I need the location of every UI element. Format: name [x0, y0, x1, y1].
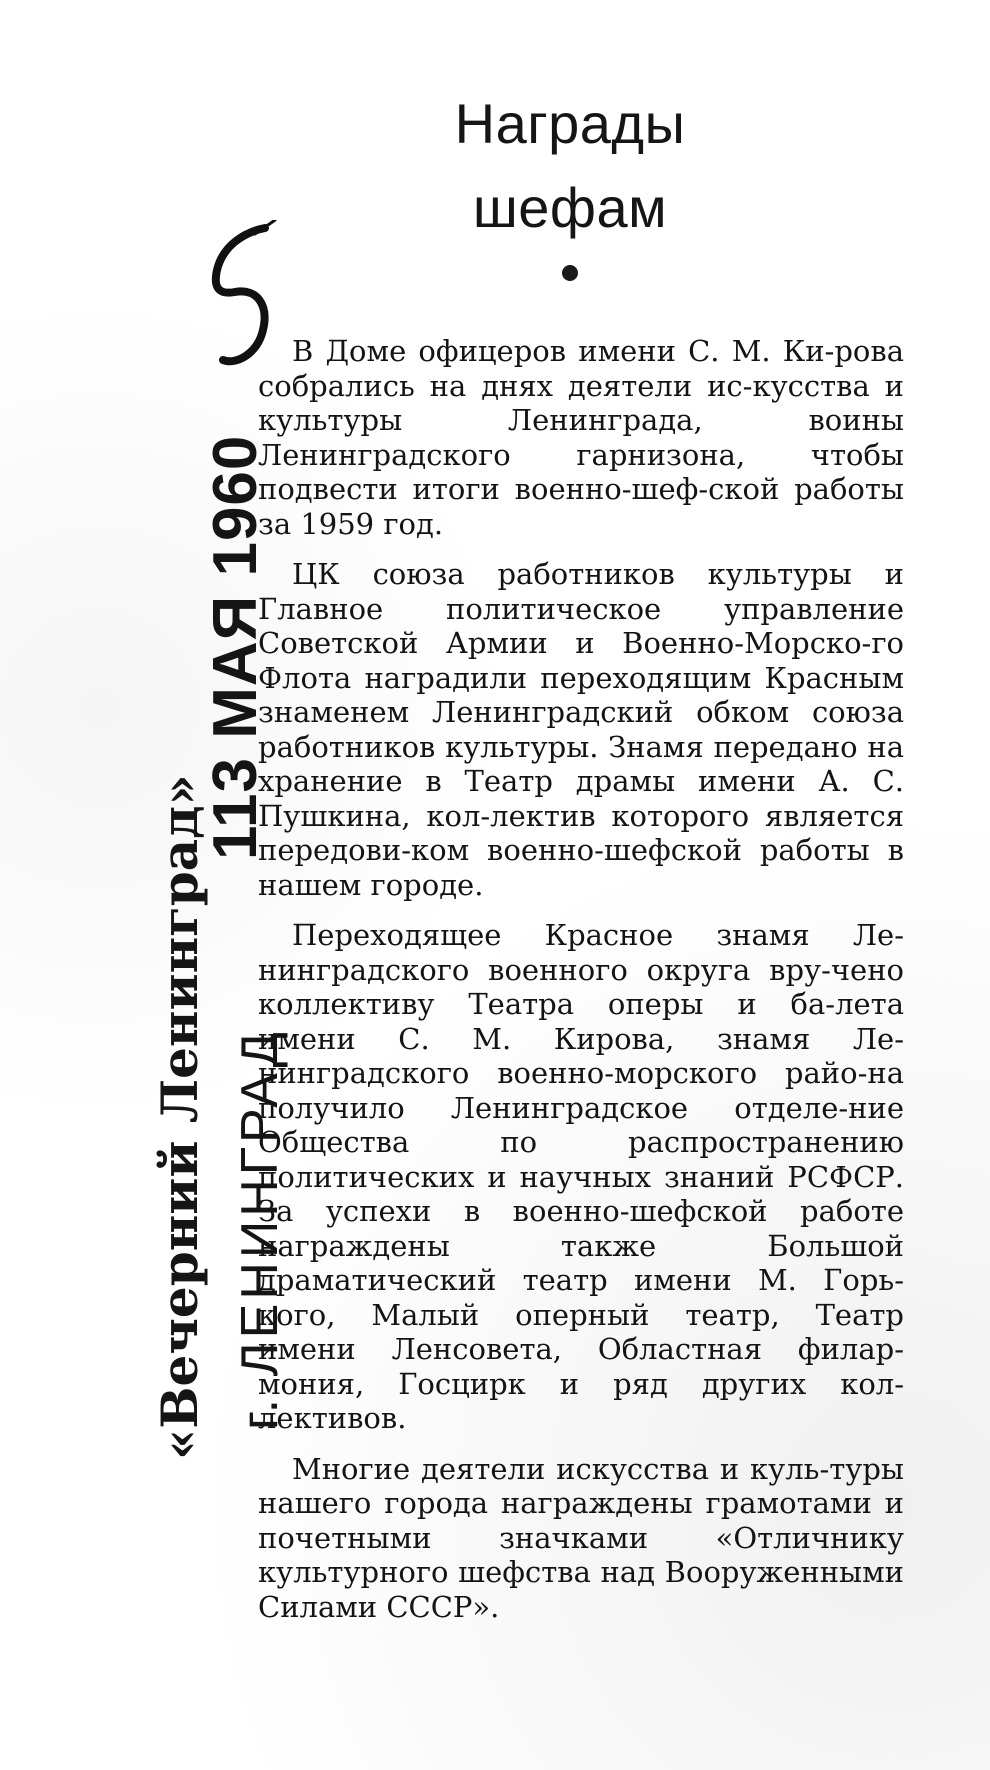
- stamp-city: г. ЛЕНИНГРАД: [231, 1028, 289, 1430]
- article-paragraph: Переходящее Красное знамя Ле-нинградского военного округа вру-чено коллективу Театра оперы и ба-лета имени С. М. Кирова, знамя Ле-нинградского военно-морского райо-на получило Ленинградское отделе-ние Общества по распространению политических и научных знаний РСФСР. За успехи в военно-шефской работе награждены также Большой драматический театр имени М. Горь-кого, Малый оперный театр, Театр имени Ленсовета, Областная филар-мония, Госцирк и ряд других кол-лективов.: [258, 918, 904, 1435]
- stamp-date: 113 МАЯ 1960: [201, 434, 270, 860]
- headline: [360, 82, 780, 250]
- article-paragraph: Многие деятели искусства и куль-туры нашего города награждены грамотами и почетными значками «Отличнику культурного шефства над Вооруженными Силами СССР».: [258, 1451, 904, 1624]
- headline-line-2: шефам: [472, 176, 668, 239]
- article-paragraph: ЦК союза работников культуры и Главное политическое управление Советской Армии и Военно-Морско-го Флота наградили переходящим Красным знаменем Ленинградский обком союза работников культуры. Знамя передано на хранение в Театр драмы имени А. С. Пушкина, кол-лектив которого является передови-ком военно-шефской работы в нашем городе.: [258, 557, 904, 902]
- article-paragraph: В Доме офицеров имени С. М. Ки-рова собрались на днях деятели ис-кусства и культуры Ленинграда, воины Ленинградского гарнизона, чтобы подвести итоги военно-шеф-ской работы за 1959 год.: [258, 334, 904, 541]
- stamp-newspaper: «Вечерний Ленинград»: [150, 774, 209, 1460]
- source-stamp: [60, 434, 290, 1600]
- ornament-dot: [562, 265, 578, 281]
- article-body: [258, 334, 904, 1640]
- headline-line-1: Награды: [454, 92, 686, 155]
